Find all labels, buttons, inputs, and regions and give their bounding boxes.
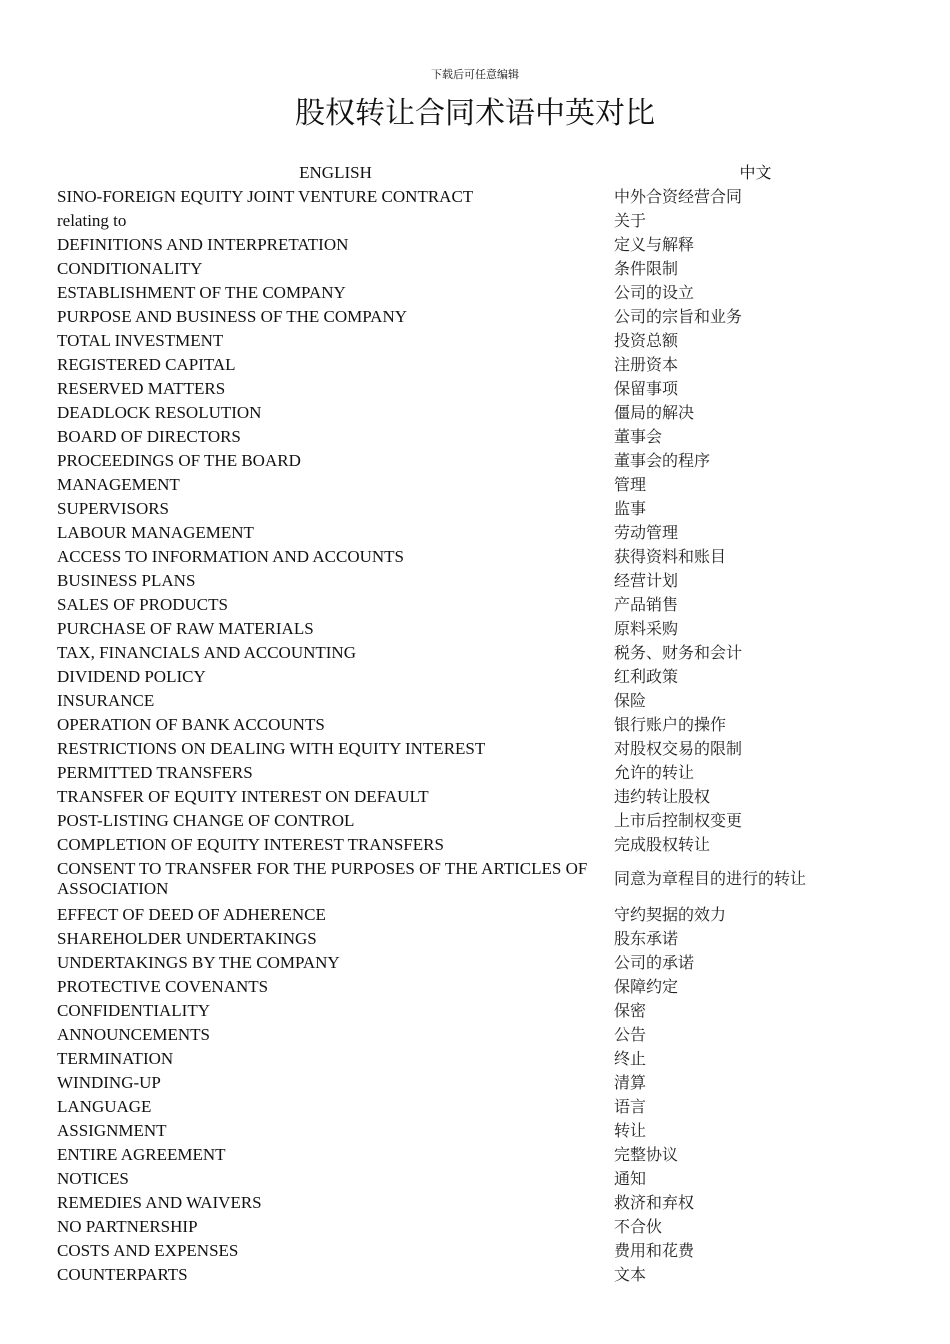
table-row bbox=[57, 809, 897, 833]
table-row bbox=[57, 545, 897, 569]
table-row bbox=[57, 1143, 897, 1167]
term-english: CONSENT TO TRANSFER FOR THE PURPOSES OF THE ARTICLES OF ASSOCIATION bbox=[57, 859, 588, 898]
table-row bbox=[57, 665, 897, 689]
term-chinese: 公司的承诺 bbox=[614, 953, 695, 972]
term-english: SHAREHOLDER UNDERTAKINGS bbox=[57, 929, 317, 948]
term-chinese: 通知 bbox=[614, 1169, 647, 1188]
table-row bbox=[57, 329, 897, 353]
term-english: SALES OF PRODUCTS bbox=[57, 595, 228, 614]
term-chinese: 完整协议 bbox=[614, 1145, 679, 1164]
term-english: ENTIRE AGREEMENT bbox=[57, 1145, 226, 1164]
term-chinese: 守约契据的效力 bbox=[614, 905, 727, 924]
term-english: RESERVED MATTERS bbox=[57, 379, 226, 398]
term-chinese: 劳动管理 bbox=[614, 523, 679, 542]
table-row bbox=[57, 257, 897, 281]
table-row bbox=[57, 305, 897, 329]
term-english: PROCEEDINGS OF THE BOARD bbox=[57, 451, 301, 470]
term-english: PROTECTIVE COVENANTS bbox=[57, 977, 269, 996]
term-chinese: 上市后控制权变更 bbox=[614, 811, 743, 830]
column-header-chinese: 中文 bbox=[739, 163, 772, 182]
term-chinese: 不合伙 bbox=[614, 1217, 663, 1236]
table-row bbox=[57, 713, 897, 737]
table-header bbox=[57, 161, 897, 185]
term-chinese: 同意为章程目的进行的转让 bbox=[614, 869, 807, 888]
term-english: DEFINITIONS AND INTERPRETATION bbox=[57, 235, 349, 254]
table-row bbox=[57, 737, 897, 761]
term-chinese: 保留事项 bbox=[614, 379, 679, 398]
term-english: PURPOSE AND BUSINESS OF THE COMPANY bbox=[57, 307, 408, 326]
table-row bbox=[57, 1239, 897, 1263]
term-english: LANGUAGE bbox=[57, 1097, 152, 1116]
table-row bbox=[57, 833, 897, 857]
term-chinese: 股东承诺 bbox=[614, 929, 679, 948]
term-english: MANAGEMENT bbox=[57, 475, 180, 494]
term-chinese: 注册资本 bbox=[614, 355, 679, 374]
term-chinese: 获得资料和账目 bbox=[614, 547, 727, 566]
term-english: TRANSFER OF EQUITY INTEREST ON DEFAULT bbox=[57, 787, 429, 806]
table-row bbox=[57, 593, 897, 617]
table-row bbox=[57, 857, 897, 901]
table-row bbox=[57, 975, 897, 999]
term-chinese: 公告 bbox=[614, 1025, 647, 1044]
term-english: EFFECT OF DEED OF ADHERENCE bbox=[57, 905, 326, 924]
term-chinese: 银行账户的操作 bbox=[614, 715, 727, 734]
table-row bbox=[57, 1023, 897, 1047]
term-chinese: 公司的设立 bbox=[614, 283, 695, 302]
term-english: relating to bbox=[57, 211, 127, 230]
table-row bbox=[57, 353, 897, 377]
table-row bbox=[57, 1071, 897, 1095]
table-row bbox=[57, 233, 897, 257]
term-english: REGISTERED CAPITAL bbox=[57, 355, 236, 374]
term-english: TERMINATION bbox=[57, 1049, 174, 1068]
term-chinese: 费用和花费 bbox=[614, 1241, 695, 1260]
table-row bbox=[57, 951, 897, 975]
term-chinese: 产品销售 bbox=[614, 595, 679, 614]
term-chinese: 条件限制 bbox=[614, 259, 679, 278]
table-row bbox=[57, 473, 897, 497]
term-english: BOARD OF DIRECTORS bbox=[57, 427, 241, 446]
term-english: SINO-FOREIGN EQUITY JOINT VENTURE CONTRACT bbox=[57, 187, 474, 206]
term-chinese: 僵局的解决 bbox=[614, 403, 695, 422]
term-chinese: 允许的转让 bbox=[614, 763, 695, 782]
term-chinese: 监事 bbox=[614, 499, 647, 518]
table-row bbox=[57, 521, 897, 545]
term-english: NOTICES bbox=[57, 1169, 129, 1188]
document-title: 股权转让合同术语中英对比 bbox=[295, 96, 655, 131]
term-english: NO PARTNERSHIP bbox=[57, 1217, 198, 1236]
term-chinese: 语言 bbox=[614, 1097, 647, 1116]
term-chinese: 文本 bbox=[614, 1265, 647, 1284]
term-chinese: 税务、财务和会计 bbox=[614, 643, 743, 662]
term-chinese: 董事会的程序 bbox=[614, 451, 711, 470]
term-english: ASSIGNMENT bbox=[57, 1121, 167, 1140]
term-english: ACCESS TO INFORMATION AND ACCOUNTS bbox=[57, 547, 404, 566]
table-row bbox=[57, 569, 897, 593]
term-english: CONFIDENTIALITY bbox=[57, 1001, 210, 1020]
term-english: SUPERVISORS bbox=[57, 499, 170, 518]
table-row bbox=[57, 377, 897, 401]
term-english: INSURANCE bbox=[57, 691, 155, 710]
term-english: DEADLOCK RESOLUTION bbox=[57, 403, 262, 422]
table-row bbox=[57, 761, 897, 785]
table-row bbox=[57, 1167, 897, 1191]
term-chinese: 投资总额 bbox=[614, 331, 679, 350]
term-chinese: 保障约定 bbox=[614, 977, 679, 996]
term-chinese: 管理 bbox=[614, 475, 647, 494]
term-english: DIVIDEND POLICY bbox=[57, 667, 206, 686]
term-english: RESTRICTIONS ON DEALING WITH EQUITY INTEREST bbox=[57, 739, 486, 758]
table-row bbox=[57, 1191, 897, 1215]
term-chinese: 经营计划 bbox=[614, 571, 679, 590]
term-chinese: 保密 bbox=[614, 1001, 647, 1020]
glossary-table bbox=[57, 161, 897, 1287]
term-english: REMEDIES AND WAIVERS bbox=[57, 1193, 262, 1212]
table-row bbox=[57, 927, 897, 951]
term-chinese: 转让 bbox=[614, 1121, 647, 1140]
table-row bbox=[57, 425, 897, 449]
table-row bbox=[57, 1215, 897, 1239]
term-chinese: 公司的宗旨和业务 bbox=[614, 307, 743, 326]
term-chinese: 保险 bbox=[614, 691, 647, 710]
term-english: TAX, FINANCIALS AND ACCOUNTING bbox=[57, 643, 356, 662]
glossary-rows bbox=[57, 185, 897, 1287]
table-row bbox=[57, 209, 897, 233]
term-chinese: 原料采购 bbox=[614, 619, 679, 638]
term-english: BUSINESS PLANS bbox=[57, 571, 196, 590]
table-row bbox=[57, 449, 897, 473]
table-row bbox=[57, 1263, 897, 1287]
download-note: 下载后可任意编辑 bbox=[431, 68, 519, 81]
table-row bbox=[57, 1119, 897, 1143]
table-row bbox=[57, 617, 897, 641]
term-english: WINDING-UP bbox=[57, 1073, 161, 1092]
term-english: OPERATION OF BANK ACCOUNTS bbox=[57, 715, 325, 734]
term-english: PURCHASE OF RAW MATERIALS bbox=[57, 619, 314, 638]
term-english: COSTS AND EXPENSES bbox=[57, 1241, 239, 1260]
table-row bbox=[57, 903, 897, 927]
table-row bbox=[57, 641, 897, 665]
table-row bbox=[57, 1047, 897, 1071]
term-chinese: 救济和弃权 bbox=[614, 1193, 695, 1212]
term-chinese: 定义与解释 bbox=[614, 235, 695, 254]
term-english: ANNOUNCEMENTS bbox=[57, 1025, 210, 1044]
term-english: POST-LISTING CHANGE OF CONTROL bbox=[57, 811, 355, 830]
term-english: CONDITIONALITY bbox=[57, 259, 203, 278]
term-english: UNDERTAKINGS BY THE COMPANY bbox=[57, 953, 340, 972]
term-chinese: 红利政策 bbox=[614, 667, 679, 686]
term-english: PERMITTED TRANSFERS bbox=[57, 763, 253, 782]
term-english: COMPLETION OF EQUITY INTEREST TRANSFERS bbox=[57, 835, 444, 854]
term-chinese: 对股权交易的限制 bbox=[614, 739, 743, 758]
term-chinese: 清算 bbox=[614, 1073, 647, 1092]
table-row bbox=[57, 1095, 897, 1119]
term-english: COUNTERPARTS bbox=[57, 1265, 188, 1284]
table-row bbox=[57, 497, 897, 521]
table-row bbox=[57, 185, 897, 209]
term-chinese: 关于 bbox=[614, 211, 647, 230]
table-row bbox=[57, 689, 897, 713]
term-chinese: 违约转让股权 bbox=[614, 787, 711, 806]
term-chinese: 终止 bbox=[614, 1049, 647, 1068]
table-row bbox=[57, 785, 897, 809]
table-row bbox=[57, 281, 897, 305]
term-chinese: 完成股权转让 bbox=[614, 835, 711, 854]
column-header-english: ENGLISH bbox=[299, 163, 372, 182]
term-english: LABOUR MANAGEMENT bbox=[57, 523, 254, 542]
term-chinese: 中外合资经营合同 bbox=[614, 187, 743, 206]
table-row bbox=[57, 401, 897, 425]
term-chinese: 董事会 bbox=[614, 427, 663, 446]
table-row bbox=[57, 999, 897, 1023]
term-english: TOTAL INVESTMENT bbox=[57, 331, 224, 350]
term-english: ESTABLISHMENT OF THE COMPANY bbox=[57, 283, 346, 302]
